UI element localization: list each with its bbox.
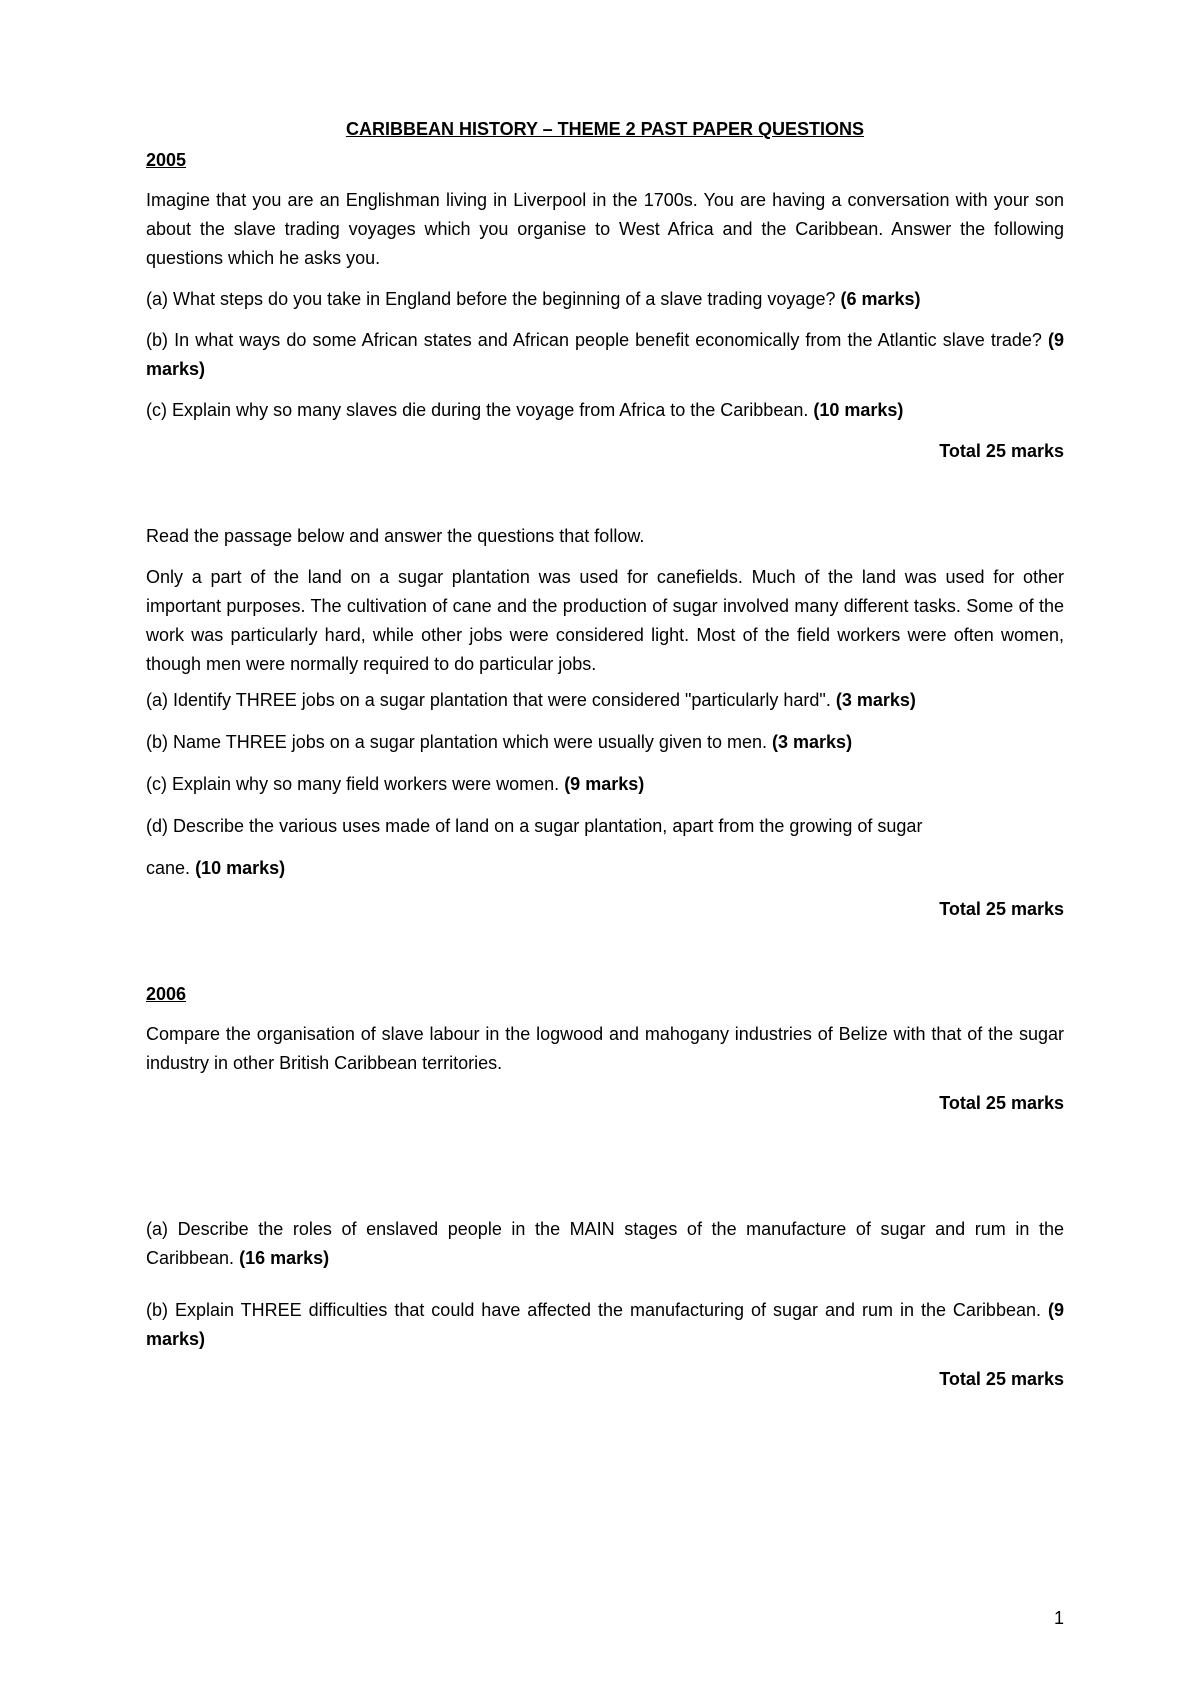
question-text: Identify THREE jobs on a sugar plantation that were considered "particularly hard". [173,690,831,710]
total-marks: Total 25 marks [939,441,1064,461]
marks-value: (9 marks) [146,330,1064,379]
question-label: (d) [146,816,168,836]
question-label: (b) [146,330,168,350]
page-number: 1 [1053,1608,1064,1628]
question-text: cane. [146,858,191,878]
question-text: Explain THREE difficulties that could have affected the manufacturing of sugar and rum in the Caribbean. [174,1300,1041,1320]
question-label: (a) [146,1219,168,1239]
question-label: (c) [146,774,167,794]
question-2005-1-a [146,285,1064,314]
page-title: CARIBBEAN HISTORY – THEME 2 PAST PAPER QUESTIONS [345,119,865,139]
question-label: (a) [146,690,168,710]
marks-value: (3 marks) [835,690,916,710]
marks-value: (16 marks) [239,1248,330,1268]
question-2005-1-c [146,396,1064,425]
marks-value: (6 marks) [840,289,921,309]
passage-text: Only a part of the land on a sugar plantation was used for canefields. Much of the land was used for other important purposes. The cultivation of cane and the production of sugar involved many different tasks. Some of the work was particularly hard, while other jobs were considered light. Most of the field workers were often women, though men were normally required to do particular jobs. [146,567,1064,674]
question-text: Describe the various uses made of land on a sugar plantation, apart from the growing of sugar [173,816,923,836]
marks-value: (10 marks) [813,400,904,420]
question-2005-2-c [146,770,1064,799]
marks-value: (10 marks) [195,858,286,878]
question-2006-2-a [146,1215,1064,1273]
question-text: Describe the roles of enslaved people in the MAIN stages of the manufacture of sugar and rum in the Caribbean. [146,1219,1064,1268]
marks-value: (9 marks) [564,774,645,794]
question-2005-2-b [146,728,1064,757]
marks-value: (9 marks) [146,1300,1064,1349]
total-marks: Total 25 marks [939,1369,1064,1389]
year-heading-2005: 2005 [146,150,187,170]
question-2005-2-d [146,812,1064,841]
question-text: Explain why so many slaves die during the voyage from Africa to the Caribbean. [172,400,809,420]
question-label: (c) [146,400,167,420]
question-2005-1-b [146,326,1064,384]
question-text: In what ways do some African states and African people benefit economically from the Atlantic slave trade? [174,330,1042,350]
total-marks: Total 25 marks [939,1093,1064,1113]
year-heading-2006: 2006 [146,984,187,1004]
marks-value: (3 marks) [772,732,853,752]
total-marks: Total 25 marks [939,899,1064,919]
question-2006-2-b [146,1296,1064,1354]
question-2006-1: Compare the organisation of slave labour in the logwood and mahogany industries of Belize with that of the sugar industry in other British Caribbean territories. [146,1024,1064,1073]
question-label: (b) [146,1300,168,1320]
question-text: What steps do you take in England before the beginning of a slave trading voyage? [173,289,836,309]
question-label: (a) [146,289,168,309]
question-2005-2-d-continued [146,854,1064,883]
question-2005-1-intro: Imagine that you are an Englishman living in Liverpool in the 1700s. You are having a conversation with your son about the slave trading voyages which you organise to West Africa and the Caribbean. Answer the following questions which he asks you. [146,190,1064,268]
question-2005-2-a [146,686,1064,715]
passage-instruction: Read the passage below and answer the questions that follow. [146,526,645,546]
question-label: (b) [146,732,168,752]
question-text: Explain why so many field workers were women. [172,774,560,794]
question-text: Name THREE jobs on a sugar plantation which were usually given to men. [173,732,767,752]
